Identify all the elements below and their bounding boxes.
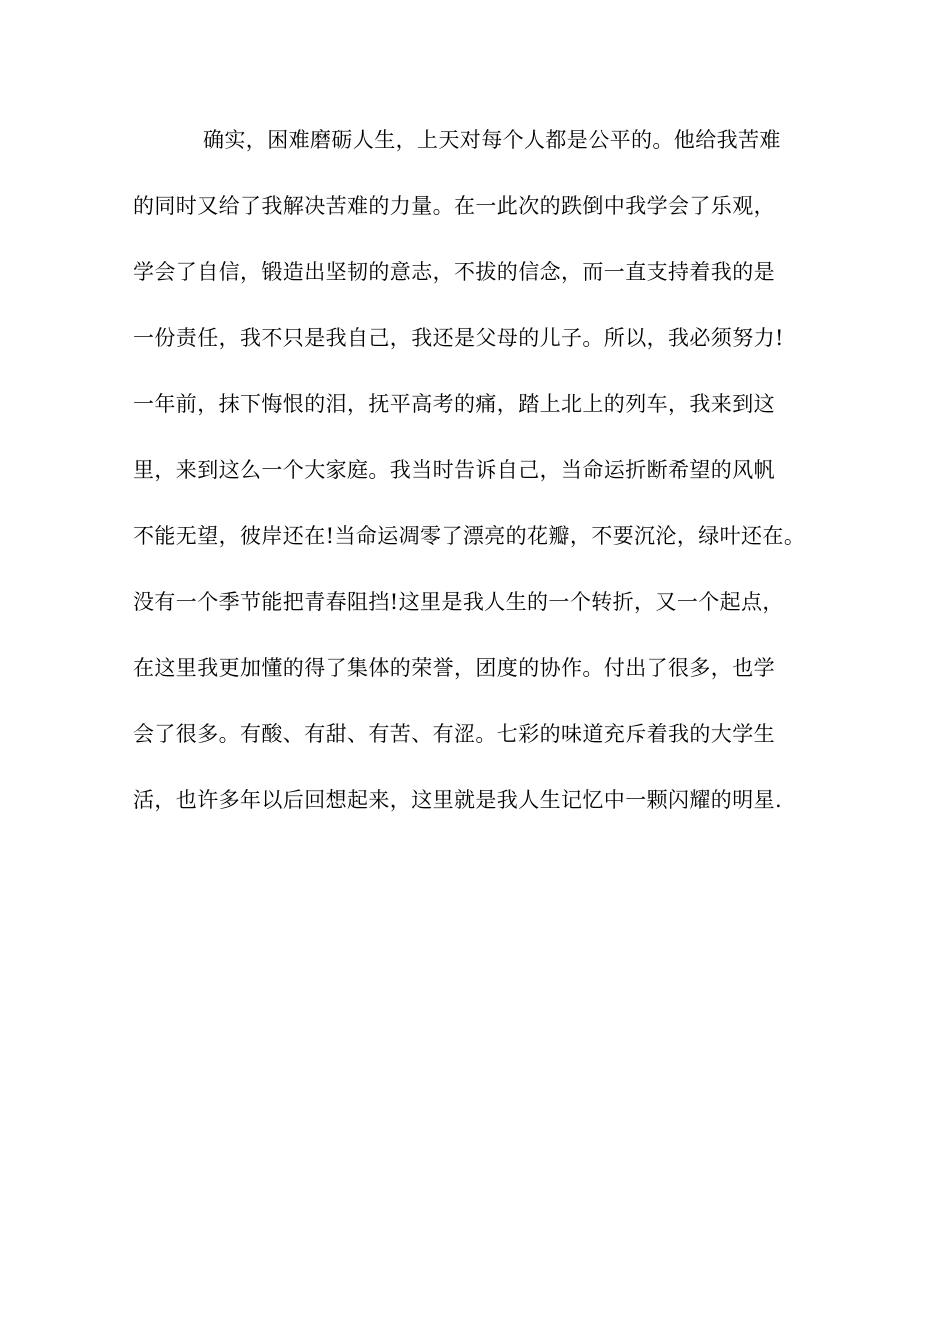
body-paragraph xyxy=(133,118,833,844)
text-line-1: 确实，困难磨砺人生，上天对每个人都是公平的。他给我苦难 xyxy=(203,128,781,152)
text-line-3: 学会了自信，锻造出坚韧的意志，不拔的信念，而一直支持着我的是 xyxy=(133,260,775,284)
text-line-5: 一年前，抹下悔恨的泪，抚平高考的痛，踏上北上的列车，我来到这 xyxy=(133,392,775,416)
text-line-11: 活，也许多年以后回想起来，这里就是我人生记忆中一颗闪耀的明星. xyxy=(133,788,783,812)
text-line-4: 一份责任，我不只是我自己，我还是父母的儿子。所以，我必须努力! xyxy=(133,326,784,350)
text-line-8: 没有一个季节能把青春阻挡!这里是我人生的一个转折，又一个起点， xyxy=(133,590,784,614)
text-line-10: 会了很多。有酸、有甜、有苦、有涩。七彩的味道充斥着我的大学生 xyxy=(133,722,775,746)
text-line-9: 在这里我更加懂的得了集体的荣誉，团度的协作。付出了很多，也学 xyxy=(133,656,775,680)
text-line-7: 不能无望，彼岸还在!当命运凋零了漂亮的花瓣，不要沉沦，绿叶还在。 xyxy=(133,524,806,548)
text-line-6: 里，来到这么一个大家庭。我当时告诉自己，当命运折断希望的风帆 xyxy=(133,458,775,482)
text-line-2: 的同时又给了我解决苦难的力量。在一此次的跌倒中我学会了乐观， xyxy=(133,194,775,218)
